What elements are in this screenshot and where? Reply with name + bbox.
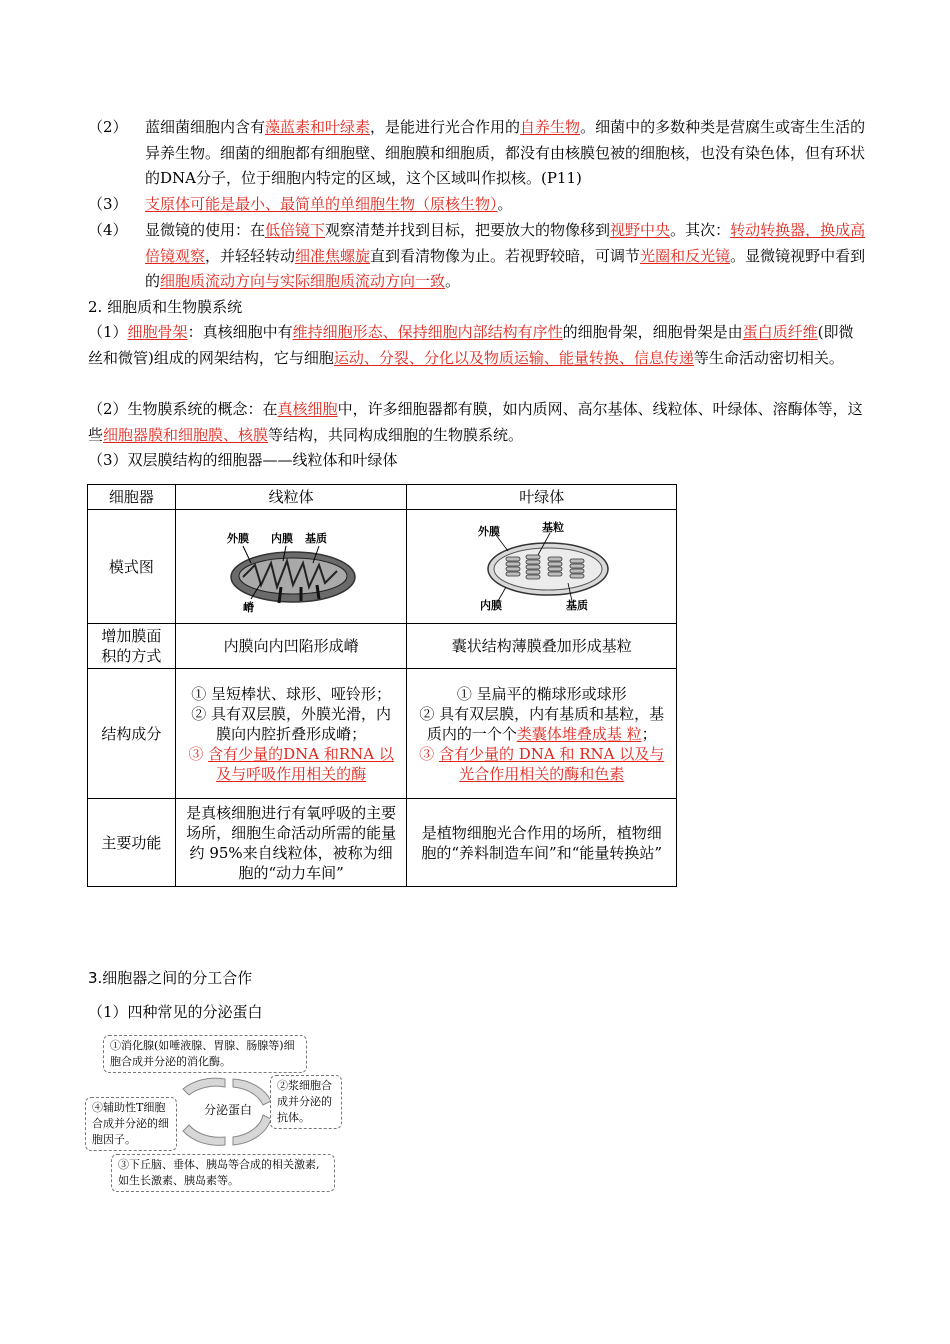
section-heading: 2. 细胞质和生物膜系统	[88, 298, 243, 316]
label-matrix: 基质	[305, 531, 328, 545]
key-term: 细胞质流动方向与实际细胞质流动方向一致	[160, 272, 446, 290]
label-stroma: 基质	[565, 598, 588, 612]
paragraph-text	[145, 115, 868, 192]
key-term: 细胞器膜和细胞膜、核膜	[103, 425, 269, 444]
text-span: 观察清楚并找到目标，把要放大的物像移到	[325, 221, 611, 239]
label-outer-membrane: 外膜	[477, 524, 500, 538]
table-cell: 内膜向内凹陷形成嵴	[175, 624, 407, 669]
chloroplast-image	[472, 521, 612, 613]
text-span: 显微镜的使用：在	[145, 221, 266, 239]
item-number: （1）	[88, 323, 128, 341]
cell-line	[415, 704, 668, 744]
label-inner-membrane: 内膜	[479, 598, 502, 612]
row-label: 模式图	[88, 510, 176, 624]
chloroplast-diagram	[407, 510, 677, 624]
box-digestive-enzyme: ①消化腺(如唾液腺、胃腺、肠腺等)细胞合成并分泌的消化酶。	[103, 1035, 307, 1073]
text-span: 的细胞骨架，细胞骨架是由	[562, 323, 743, 341]
key-term: 视野中央	[610, 221, 671, 239]
text-span: 。其次：	[670, 221, 731, 239]
cell-line	[415, 744, 668, 784]
text-span: ② 具有双层膜，内有基质和基粒，基质内的一个个	[419, 704, 665, 743]
center-label: 分泌蛋白	[203, 1103, 252, 1117]
text-span: ：真核细胞中有	[187, 323, 293, 341]
key-term: 含有少量的DNA 和RNA 以及与呼吸作用相关的酶	[208, 744, 394, 783]
paragraph-text	[145, 192, 868, 218]
text-span: 蓝细菌细胞内含有	[145, 118, 266, 136]
label-crista: 嵴	[243, 600, 255, 613]
key-term: 支原体可能是最小、最简单的单细胞生物（原核生物）	[145, 195, 498, 213]
key-term: 光圈和反光镜	[640, 246, 731, 265]
paragraph-mycoplasma	[88, 192, 868, 218]
cell-line: ① 呈扁平的椭球形或球形	[456, 684, 627, 703]
text-span: 。细菌中的多数种类是营腐生或寄生生活的异养生物。细菌的细胞都有细胞壁、细胞膜和细胞质，都没有由核膜包被的细胞核，也没有染色体，但有环状的DNA分子，位于细胞内特定的区域，这个区域叫作拟核。(P11)	[145, 118, 866, 187]
text-span: 等结构，共同构成细胞的生物膜系统。	[268, 425, 524, 444]
table-cell: 是植物细胞光合作用的场所，植物细胞的“养料制造车间”和“能量转换站”	[407, 799, 677, 887]
text-span: 。	[497, 195, 513, 213]
organelle-table	[87, 484, 677, 887]
key-term: 细准焦螺旋	[295, 246, 371, 265]
item-number: （2）	[88, 118, 128, 136]
item-number: （3）	[88, 195, 128, 213]
table-cell: 是真核细胞进行有氧呼吸的主要场所，细胞生命活动所需的能量约 95%来自线粒体，被称为细胞的“动力车间”	[175, 799, 407, 887]
text-span: ；	[641, 724, 657, 743]
text-span: 直到看清物像为止。若视野较暗，可调节	[370, 246, 641, 265]
text-span: 等生命活动密切相关。	[693, 348, 844, 367]
key-term: 运动、分裂、分化以及物质运输、能量转换、信息传递	[333, 348, 694, 367]
label-granum: 基粒	[541, 520, 564, 534]
key-term: 含有少量的 DNA 和 RNA 以及与光合作用相关的酶和色素	[438, 744, 665, 783]
section-heading: 3.细胞器之间的分工合作	[88, 969, 253, 987]
text-span: （2）生物膜系统的概念：在	[88, 400, 278, 418]
text-span: ③	[419, 744, 439, 763]
box-antibody: ②浆细胞合成并分泌的抗体。	[270, 1075, 342, 1129]
key-term: 类囊体堆叠成基 粒	[516, 724, 642, 743]
paragraph-cytoskeleton	[88, 320, 868, 371]
paragraph-text	[145, 218, 868, 295]
item-number: （4）	[88, 221, 128, 239]
mitochondrion-image	[221, 521, 361, 613]
row-label: 主要功能	[88, 799, 176, 887]
text-span: 。显微镜视野中看到的	[145, 246, 866, 290]
table-cell: 囊状结构薄膜叠加形成基粒	[407, 624, 677, 669]
table-header: 线粒体	[175, 485, 407, 510]
table-cell	[407, 669, 677, 799]
row-label: 增加膜面积的方式	[88, 624, 176, 669]
secretory-protein-diagram	[85, 1035, 345, 1195]
cell-line	[186, 744, 397, 784]
paragraph-membrane-system	[88, 397, 868, 448]
text-span: 。	[445, 272, 461, 290]
key-term: 蛋白质纤维	[742, 323, 818, 341]
text-span: (即微丝和微管)组成的网架结构，它与细胞	[88, 323, 854, 367]
subsection-heading: （1）四种常见的分泌蛋白	[88, 1003, 263, 1021]
table-cell	[175, 669, 407, 799]
subsection-heading: （3）双层膜结构的细胞器——线粒体和叶绿体	[88, 451, 398, 469]
key-term: 自养生物	[520, 118, 581, 136]
mitochondrion-diagram	[175, 510, 407, 624]
text-span: 中，许多细胞器都有膜，如内质网、高尔基体、线粒体、叶绿体、溶酶体等，这些	[88, 400, 863, 444]
key-term: 维持细胞形态、保持细胞内部结构有序性	[292, 323, 563, 341]
row-label: 结构成分	[88, 669, 176, 799]
key-term: 低倍镜下	[265, 221, 326, 239]
text-span: ，并轻轻转动	[205, 246, 296, 265]
box-hormone: ③下丘脑、垂体、胰岛等合成的相关激素,如生长激素、胰岛素等。	[111, 1154, 335, 1192]
label-inner-membrane: 内膜	[271, 531, 294, 545]
key-term: 转动转换器，换成高倍镜观察	[145, 221, 866, 265]
text-span: ③	[188, 744, 209, 763]
box-cytokine: ④辅助性T细胞合成并分泌的细胞因子。	[85, 1097, 177, 1151]
cell-line: ① 呈短棒状、球形、哑铃形；	[191, 684, 391, 703]
label-outer-membrane: 外膜	[227, 531, 250, 545]
key-term: 藻蓝素和叶绿素	[265, 118, 371, 136]
key-term: 真核细胞	[277, 400, 338, 418]
table-header: 叶绿体	[407, 485, 677, 510]
key-term: 细胞骨架	[127, 323, 188, 341]
table-header: 细胞器	[88, 485, 176, 510]
text-span: ，是能进行光合作用的	[370, 118, 521, 136]
cell-line: ② 具有双层膜，外膜光滑，内膜向内腔折叠形成嵴；	[191, 704, 391, 743]
paragraph-cyanobacteria	[88, 115, 868, 192]
paragraph-microscope	[88, 218, 868, 295]
